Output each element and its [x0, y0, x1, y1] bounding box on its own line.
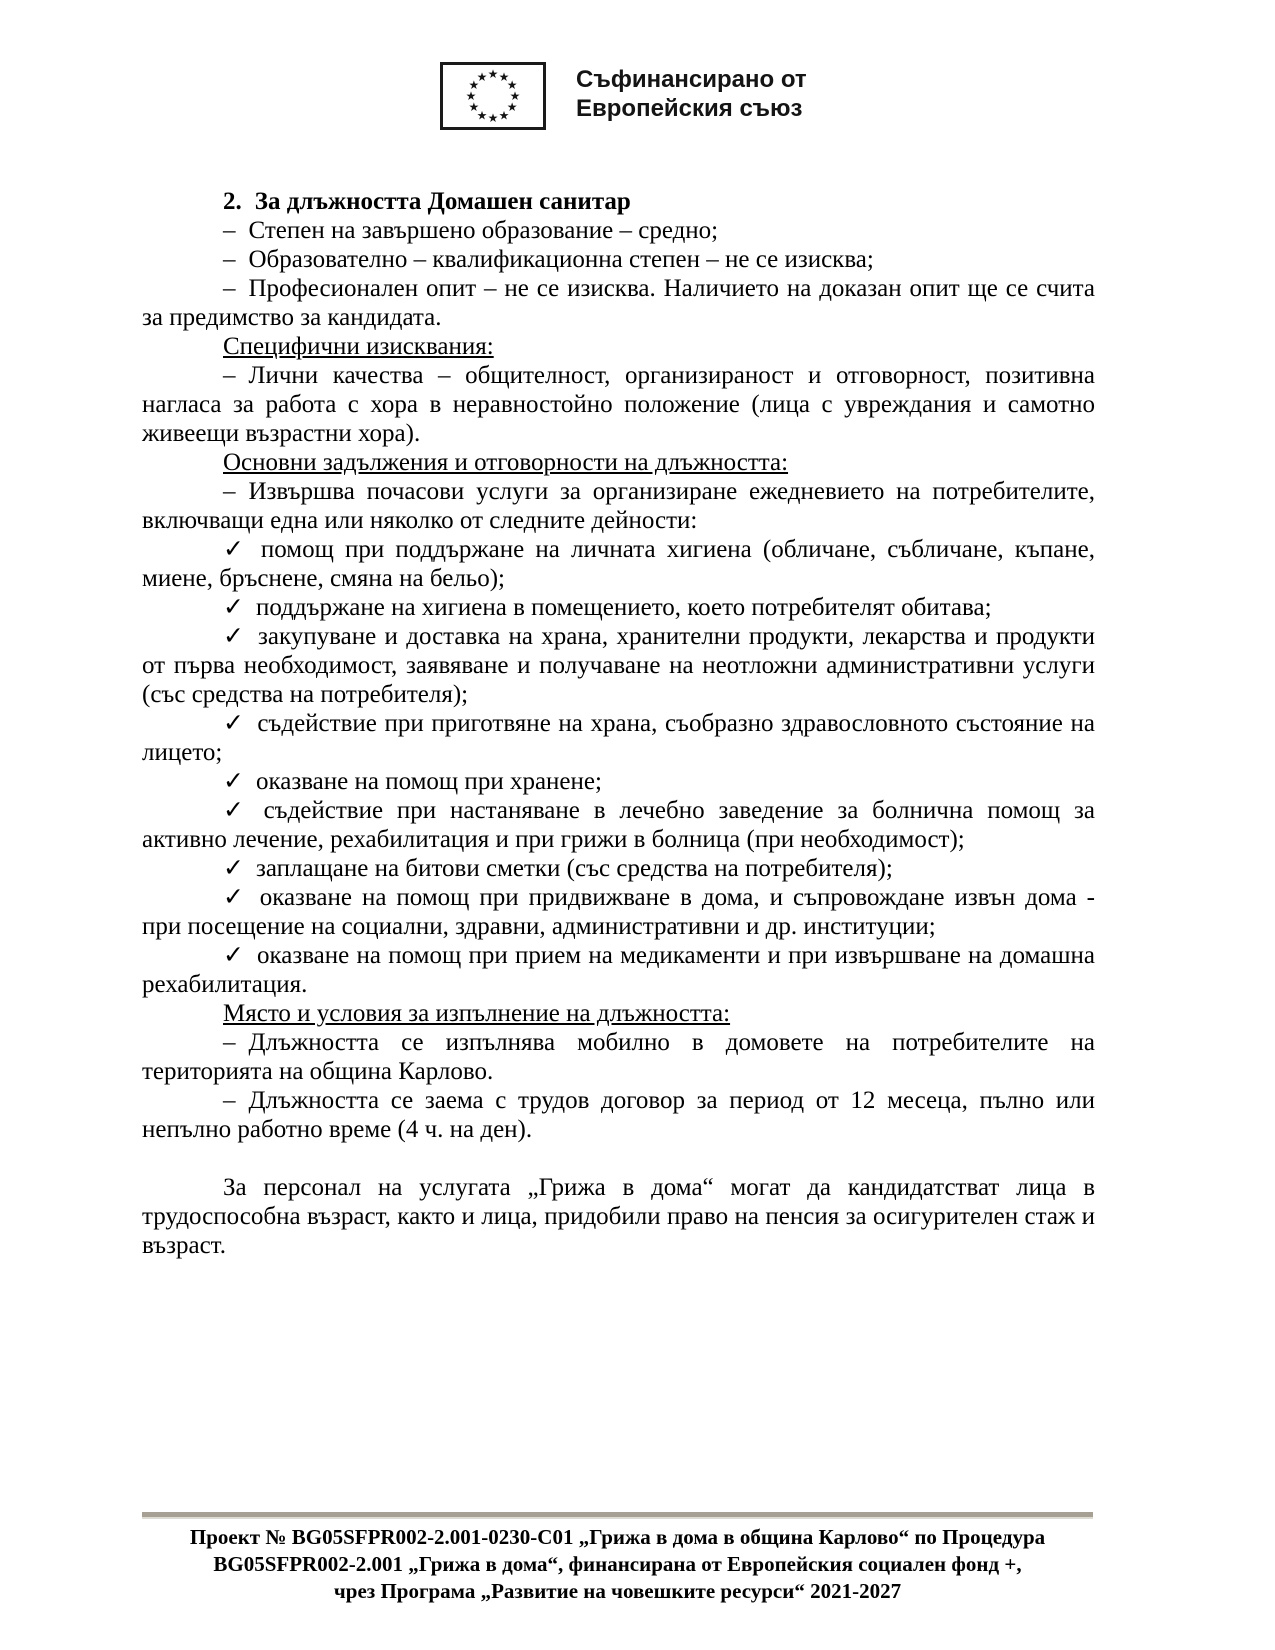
- paragraph-text: Основни задължения и отговорности на длъжността:: [223, 449, 789, 476]
- paragraph: [142, 245, 1095, 274]
- document-body: [142, 187, 1095, 1260]
- paragraph-text: Специфични изисквания:: [223, 333, 494, 360]
- footer-line1: Проект № BG05SFPR002-2.001-0230-C01 „Грижа в дома в община Карлово“ по Процедура: [189, 1525, 1046, 1549]
- paragraph: [142, 361, 1095, 448]
- paragraph-text: За персонал на услугата „Грижа в дома“ могат да кандидатстват лица в трудоспособна възраст, както и лица, придобили право на пенсия за осигурителен стаж и възраст.: [142, 1174, 1095, 1259]
- paragraph-text: Длъжността се изпълнява мобилно в домовете на потребителите на територията на община Карлово.: [142, 1029, 1095, 1085]
- paragraph: [142, 216, 1095, 245]
- svg-text:★: ★: [498, 70, 510, 85]
- footer: [142, 1524, 1093, 1605]
- paragraph-text: заплащане на битови сметки (със средства на потребителя);: [255, 855, 893, 882]
- paragraph-text: помощ при поддържане на личната хигиена (обличане, събличане, къпане, миене, бръснене, смяна на бельо);: [142, 536, 1095, 592]
- paragraph-text: оказване на помощ при придвижване в дома, и съпровождане извън дома - при посещение на социални, здравни, административни и др. институции;: [142, 884, 1095, 940]
- paragraph: [142, 767, 1095, 796]
- footer-line2: BG05SFPR002-2.001 „Грижа в дома“, финансирана от Европейския социален фонд +,: [213, 1552, 1022, 1576]
- section-subheading: [142, 332, 1095, 361]
- check-icon: ✓: [223, 768, 244, 795]
- paragraph: [142, 709, 1095, 767]
- paragraph: [142, 796, 1095, 854]
- svg-text:★: ★: [498, 108, 510, 123]
- section-heading: [142, 187, 1095, 216]
- svg-text:★: ★: [509, 89, 521, 104]
- paragraph-text: оказване на помощ при хранене;: [255, 768, 602, 795]
- dash-marker: –: [223, 1029, 236, 1056]
- paragraph-text: оказване на помощ при прием на медикаменти и при извършване на домашна рехабилитация.: [142, 942, 1095, 998]
- svg-text:★: ★: [465, 89, 477, 104]
- check-icon: ✓: [223, 884, 248, 911]
- paragraph: [142, 854, 1095, 883]
- paragraph-text: Лични качества – общителност, организираност и отговорност, позитивна нагласа за работа с хора в неравностойно положение (лица с увреждания и самотно живеещи възрастни хора).: [142, 362, 1095, 447]
- paragraph-text: Извършва почасови услуги за организиране ежедневието на потребителите, включващи една или няколко от следните дейности:: [142, 478, 1095, 534]
- paragraph-text: Професионален опит – не се изисква. Наличието на доказан опит ще се счита за предимство за кандидата.: [142, 275, 1095, 331]
- paragraph: [142, 1086, 1095, 1144]
- paragraph-text: закупуване и доставка на храна, хранителни продукти, лекарства и продукти от първа необходимост, заявяване и получаване на неотложни административни услуги (със средства на потребителя);: [142, 623, 1096, 708]
- paragraph: [142, 1173, 1095, 1260]
- dash-marker: –: [223, 217, 236, 244]
- paragraph-text: поддържане на хигиена в помещението, което потребителят обитава;: [255, 594, 992, 621]
- paragraph: [142, 883, 1095, 941]
- check-icon: ✓: [223, 710, 246, 737]
- check-icon: ✓: [223, 942, 245, 969]
- paragraph-text: Степен на завършено образование – средно;: [248, 217, 719, 244]
- paragraph: [142, 622, 1095, 709]
- section-subheading: [142, 999, 1095, 1028]
- footer-rule: [142, 1512, 1093, 1517]
- paragraph-spacer: [142, 1144, 1095, 1173]
- paragraph: [142, 941, 1095, 999]
- svg-text:★: ★: [487, 67, 499, 82]
- check-icon: ✓: [223, 623, 247, 650]
- paragraph-text: За длъжността Домашен санитар: [254, 188, 631, 215]
- paragraph-text: Длъжността се заема с трудов договор за период от 12 месеца, пълно или непълно работно време (4 ч. на ден).: [142, 1087, 1095, 1143]
- paragraph: [142, 593, 1095, 622]
- check-icon: ✓: [223, 797, 252, 824]
- paragraph-text: съдействие при настаняване в лечебно заведение за болнична помощ за активно лечение, рехабилитация и при грижи в болница (при необходимост);: [142, 797, 1096, 853]
- paragraph: [142, 535, 1095, 593]
- svg-text:★: ★: [476, 70, 488, 85]
- paragraph: [142, 1028, 1095, 1086]
- dash-marker: –: [223, 246, 236, 273]
- heading-number: 2.: [223, 188, 242, 215]
- svg-text:★: ★: [468, 100, 480, 115]
- paragraph: [142, 274, 1095, 332]
- svg-text:★: ★: [476, 108, 488, 123]
- eu-cofunded-logo: [440, 62, 807, 130]
- dash-marker: –: [223, 478, 236, 505]
- check-icon: ✓: [223, 855, 244, 882]
- dash-marker: –: [223, 1087, 236, 1114]
- footer-line3: чрез Програма „Развитие на човешките ресурси“ 2021-2027: [333, 1579, 902, 1603]
- dash-marker: –: [223, 362, 236, 389]
- logo-text: [576, 62, 807, 123]
- logo-text-line2: Европейския съюз: [576, 95, 803, 122]
- svg-text:★: ★: [506, 100, 518, 115]
- logo-text-line1: Съфинансирано от: [576, 66, 807, 93]
- eu-flag-icon: [440, 62, 546, 130]
- svg-text:★: ★: [487, 111, 499, 126]
- paragraph: [142, 477, 1095, 535]
- check-icon: ✓: [223, 594, 244, 621]
- paragraph-text: съдействие при приготвяне на храна, съобразно здравословното състояние на лицето;: [142, 710, 1095, 766]
- svg-text:★: ★: [468, 78, 480, 93]
- section-subheading: [142, 448, 1095, 477]
- paragraph-text: Образователно – квалификационна степен – не се изисква;: [248, 246, 874, 273]
- svg-text:★: ★: [506, 78, 518, 93]
- paragraph-text: Място и условия за изпълнение на длъжността:: [223, 1000, 731, 1027]
- check-icon: ✓: [223, 536, 249, 563]
- dash-marker: –: [223, 275, 236, 302]
